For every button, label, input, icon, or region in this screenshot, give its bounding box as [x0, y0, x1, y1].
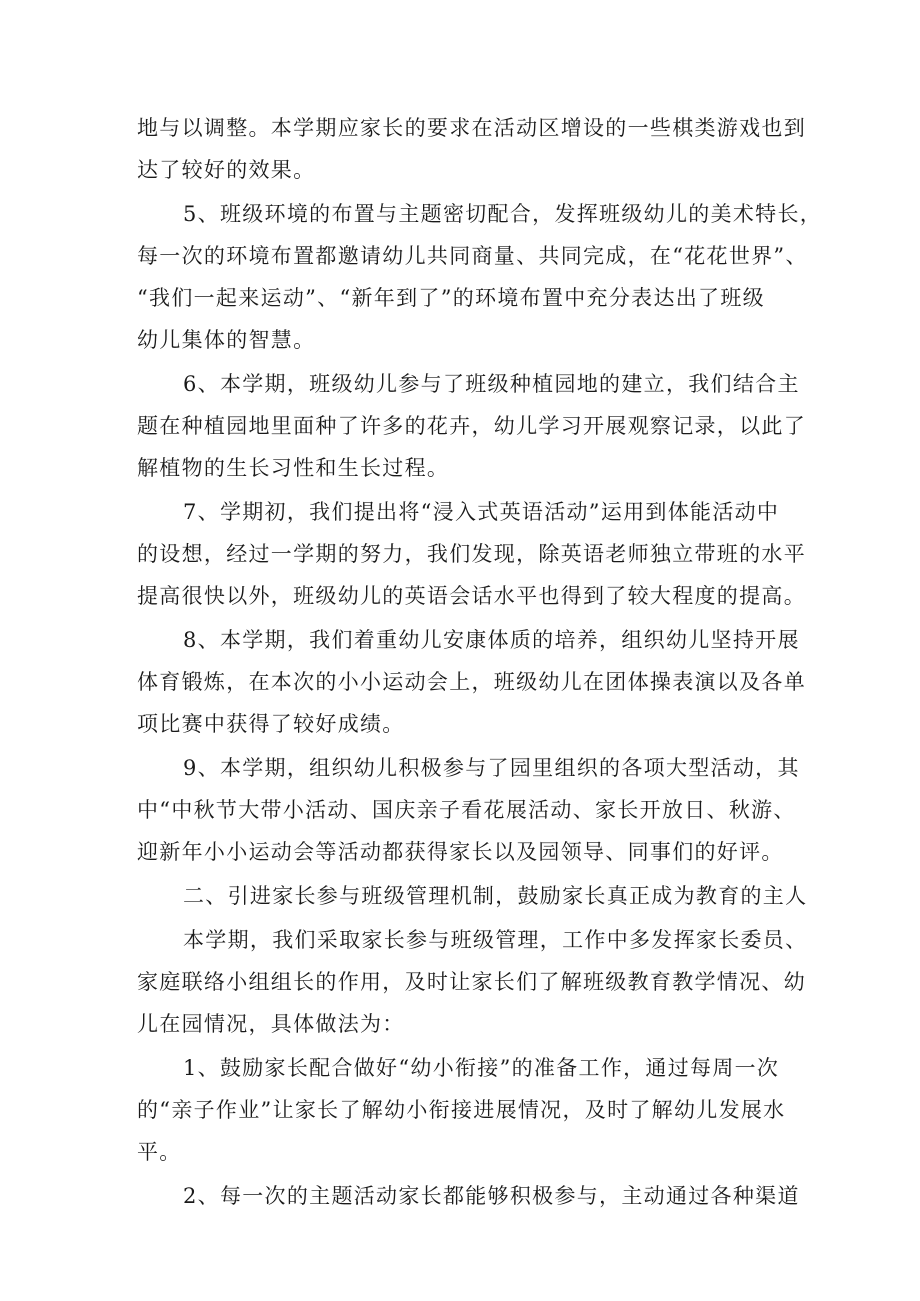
text-line: 5、班级环境的布置与主题密切配合，发挥班级幼儿的美术特长， [183, 202, 823, 226]
text-line: 每一次的环境布置都邀请幼儿共同商量、共同完成，在“花花世界”、 [137, 244, 808, 268]
text-line: 9、本学期，组织幼儿积极参与了园里组织的各项大型活动，其 [183, 756, 800, 780]
text-line: 家庭联络小组组长的作用，及时让家长们了解班级教育教学情况、幼 [137, 970, 806, 994]
text-line: 迎新年小小运动会等活动都获得家长以及园领导、同事们的好评。 [137, 840, 784, 864]
text-line: 平。 [137, 1140, 182, 1164]
text-line: 8、本学期，我们着重幼儿安康体质的培养，组织幼儿坚持开展 [183, 628, 800, 652]
text-line: 2、每一次的主题活动家长都能够积极参与，主动通过各种渠道 [183, 1184, 800, 1208]
text-line: 达了较好的效果。 [137, 158, 316, 182]
text-line: 7、学期初，我们提出将“浸入式英语活动”运用到体能活动中 [183, 500, 780, 524]
text-line: 幼儿集体的智慧。 [137, 328, 316, 352]
text-line: 体育锻炼，在本次的小小运动会上，班级幼儿在团体操表演以及各单 [137, 670, 806, 694]
text-line: “我们一起来运动”、“新年到了”的环境布置中充分表达出了班级 [137, 286, 765, 310]
text-line: 题在种植园地里面种了许多的花卉，幼儿学习开展观察记录，以此了 [137, 414, 806, 438]
text-line: 1、鼓励家长配合做好“幼小衔接”的准备工作，通过每周一次 [183, 1056, 780, 1080]
text-line: 项比赛中获得了较好成绩。 [137, 712, 405, 736]
text-line: 中“中秋节大带小活动、国庆亲子看花展活动、家长开放日、秋游、 [137, 798, 796, 822]
text-line: 地与以调整。本学期应家长的要求在活动区增设的一些棋类游戏也到 [137, 116, 806, 140]
text-line: 儿在园情况，具体做法为： [137, 1012, 405, 1036]
text-line: 提高很快以外，班级幼儿的英语会话水平也得到了较大程度的提高。 [137, 584, 806, 608]
section-heading: 二、引进家长参与班级管理机制，鼓励家长真正成为教育的主人 [183, 884, 808, 908]
text-line: 的设想，经过一学期的努力，我们发现，除英语老师独立带班的水平 [137, 542, 806, 566]
text-line: 本学期，我们采取家长参与班级管理，工作中多发挥家长委员、 [183, 928, 808, 952]
text-line: 的“亲子作业”让家长了解幼小衔接进展情况，及时了解幼儿发展水 [137, 1098, 786, 1122]
text-line: 解植物的生长习性和生长过程。 [137, 456, 450, 480]
text-line: 6、本学期，班级幼儿参与了班级种植园地的建立，我们结合主 [183, 372, 800, 396]
